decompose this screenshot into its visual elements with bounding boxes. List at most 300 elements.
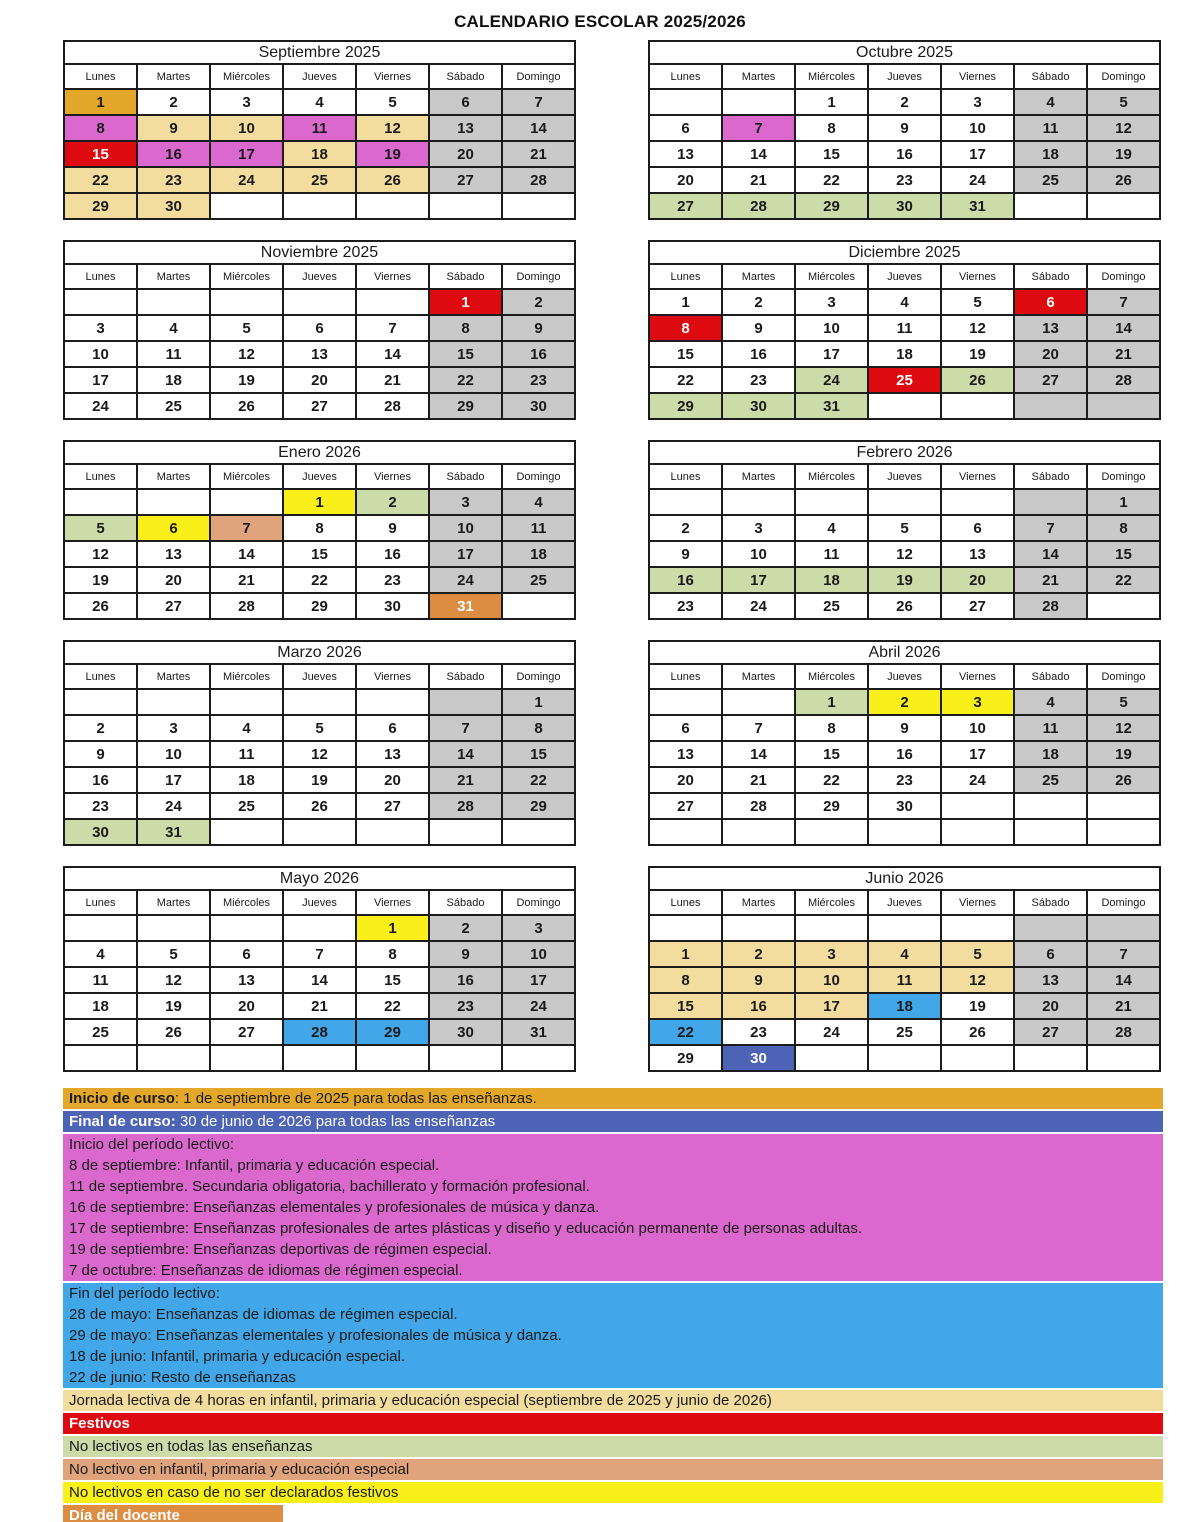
weekday-header: Sábado	[429, 890, 502, 915]
day-cell: 14	[502, 115, 575, 141]
day-cell: 23	[722, 1019, 795, 1045]
month-title: Octubre 2025	[649, 41, 1160, 64]
day-cell: 26	[210, 393, 283, 419]
day-cell: 7	[283, 941, 356, 967]
day-cell: 1	[283, 489, 356, 515]
day-cell: 22	[795, 167, 868, 193]
day-cell: 17	[941, 741, 1014, 767]
day-cell: 16	[722, 341, 795, 367]
day-cell: 3	[137, 715, 210, 741]
day-cell: 29	[795, 793, 868, 819]
day-cell: 21	[429, 767, 502, 793]
day-cell: 25	[137, 393, 210, 419]
legend-block-indigo	[63, 1111, 1163, 1132]
day-cell: 15	[795, 141, 868, 167]
weekday-header: Viernes	[356, 64, 429, 89]
day-cell: 31	[429, 593, 502, 619]
day-cell: 1	[429, 289, 502, 315]
day-cell: 4	[210, 715, 283, 741]
weekday-header: Viernes	[941, 890, 1014, 915]
month-title: Noviembre 2025	[64, 241, 575, 264]
empty-cell	[137, 689, 210, 715]
empty-cell	[1087, 193, 1160, 219]
day-cell: 13	[649, 741, 722, 767]
day-cell: 4	[795, 515, 868, 541]
empty-cell	[722, 689, 795, 715]
day-cell: 30	[137, 193, 210, 219]
day-cell: 13	[649, 141, 722, 167]
day-cell: 28	[429, 793, 502, 819]
day-cell: 4	[1014, 689, 1087, 715]
weekday-header: Lunes	[649, 264, 722, 289]
weekday-header: Viernes	[941, 664, 1014, 689]
day-cell: 22	[649, 1019, 722, 1045]
day-cell: 8	[64, 115, 137, 141]
empty-cell	[1014, 793, 1087, 819]
day-cell: 2	[429, 915, 502, 941]
empty-cell	[868, 393, 941, 419]
day-cell: 3	[429, 489, 502, 515]
day-cell: 2	[649, 515, 722, 541]
day-cell: 16	[137, 141, 210, 167]
day-cell: 15	[283, 541, 356, 567]
day-cell: 14	[429, 741, 502, 767]
weekday-header: Miércoles	[210, 464, 283, 489]
month-title: Febrero 2026	[649, 441, 1160, 464]
day-cell: 19	[137, 993, 210, 1019]
weekday-header: Sábado	[1014, 664, 1087, 689]
day-cell: 11	[868, 315, 941, 341]
weekday-header: Viernes	[941, 264, 1014, 289]
day-cell: 18	[868, 993, 941, 1019]
day-cell: 20	[941, 567, 1014, 593]
day-cell: 1	[649, 289, 722, 315]
empty-cell	[283, 819, 356, 845]
empty-cell	[1087, 393, 1160, 419]
empty-cell	[64, 1045, 137, 1071]
day-cell: 8	[1087, 515, 1160, 541]
day-cell: 29	[502, 793, 575, 819]
empty-cell	[210, 289, 283, 315]
empty-cell	[1087, 793, 1160, 819]
legend-line: Final de curso: 30 de junio de 2026 para todas las enseñanzas	[69, 1113, 496, 1130]
day-cell: 21	[502, 141, 575, 167]
day-cell: 12	[137, 967, 210, 993]
day-cell: 13	[1014, 315, 1087, 341]
month-title: Enero 2026	[64, 441, 575, 464]
day-cell: 10	[795, 315, 868, 341]
day-cell: 13	[137, 541, 210, 567]
day-cell: 23	[868, 167, 941, 193]
day-cell: 14	[1014, 541, 1087, 567]
day-cell: 4	[137, 315, 210, 341]
day-cell: 13	[210, 967, 283, 993]
day-cell: 24	[502, 993, 575, 1019]
day-cell: 18	[1014, 741, 1087, 767]
day-cell: 28	[502, 167, 575, 193]
day-cell: 24	[941, 767, 1014, 793]
day-cell: 11	[868, 967, 941, 993]
empty-cell	[502, 1045, 575, 1071]
weekday-header: Domingo	[502, 264, 575, 289]
empty-cell	[1014, 489, 1087, 515]
day-cell: 8	[795, 115, 868, 141]
weekday-header: Martes	[137, 264, 210, 289]
day-cell: 28	[210, 593, 283, 619]
month-table-diciembre-2025	[648, 240, 1161, 420]
legend-block-lightblue	[63, 1283, 1163, 1388]
day-cell: 4	[283, 89, 356, 115]
day-cell: 8	[429, 315, 502, 341]
day-cell: 2	[722, 289, 795, 315]
day-cell: 6	[210, 941, 283, 967]
day-cell: 5	[1087, 89, 1160, 115]
day-cell: 19	[283, 767, 356, 793]
day-cell: 20	[137, 567, 210, 593]
day-cell: 1	[795, 89, 868, 115]
empty-cell	[722, 489, 795, 515]
day-cell: 22	[795, 767, 868, 793]
empty-cell	[941, 393, 1014, 419]
day-cell: 11	[137, 341, 210, 367]
day-cell: 8	[649, 967, 722, 993]
day-cell: 24	[210, 167, 283, 193]
day-cell: 2	[868, 89, 941, 115]
day-cell: 28	[722, 793, 795, 819]
legend-line: 19 de septiembre: Enseñanzas deportivas de régimen especial.	[69, 1241, 492, 1258]
empty-cell	[283, 689, 356, 715]
day-cell: 6	[941, 515, 1014, 541]
day-cell: 25	[1014, 767, 1087, 793]
day-cell: 4	[502, 489, 575, 515]
legend-block-orange	[63, 1505, 283, 1522]
day-cell: 10	[941, 715, 1014, 741]
weekday-header: Jueves	[868, 890, 941, 915]
day-cell: 24	[795, 1019, 868, 1045]
day-cell: 25	[64, 1019, 137, 1045]
day-cell: 29	[356, 1019, 429, 1045]
day-cell: 10	[722, 541, 795, 567]
day-cell: 2	[868, 689, 941, 715]
day-cell: 16	[429, 967, 502, 993]
legend-line: Inicio de curso: 1 de septiembre de 2025 para todas las enseñanzas.	[69, 1090, 537, 1107]
weekday-header: Jueves	[868, 464, 941, 489]
day-cell: 6	[1014, 289, 1087, 315]
day-cell: 9	[137, 115, 210, 141]
day-cell: 26	[941, 1019, 1014, 1045]
day-cell: 2	[356, 489, 429, 515]
day-cell: 23	[722, 367, 795, 393]
day-cell: 23	[356, 567, 429, 593]
legend-line: 29 de mayo: Enseñanzas elementales y profesionales de música y danza.	[69, 1327, 562, 1344]
day-cell: 19	[941, 993, 1014, 1019]
day-cell: 30	[429, 1019, 502, 1045]
day-cell: 27	[1014, 1019, 1087, 1045]
day-cell: 27	[283, 393, 356, 419]
empty-cell	[210, 689, 283, 715]
day-cell: 24	[137, 793, 210, 819]
weekday-header: Martes	[137, 464, 210, 489]
legend-line: 17 de septiembre: Enseñanzas profesionales de artes plásticas y diseño y educación permanente de personas adultas.	[69, 1220, 862, 1237]
empty-cell	[64, 689, 137, 715]
day-cell: 21	[1087, 993, 1160, 1019]
empty-cell	[868, 1045, 941, 1071]
month-title: Septiembre 2025	[64, 41, 575, 64]
day-cell: 31	[137, 819, 210, 845]
day-cell: 3	[941, 689, 1014, 715]
weekday-header: Lunes	[64, 264, 137, 289]
day-cell: 28	[1087, 367, 1160, 393]
day-cell: 30	[868, 793, 941, 819]
day-cell: 2	[64, 715, 137, 741]
weekday-header: Miércoles	[795, 264, 868, 289]
day-cell: 30	[868, 193, 941, 219]
month-table-septiembre-2025	[63, 40, 576, 220]
months-grid	[63, 40, 1161, 1072]
day-cell: 15	[356, 967, 429, 993]
empty-cell	[1087, 915, 1160, 941]
day-cell: 9	[722, 315, 795, 341]
day-cell: 13	[283, 341, 356, 367]
legend-block-gold	[63, 1088, 1163, 1109]
empty-cell	[429, 689, 502, 715]
month-title: Junio 2026	[649, 867, 1160, 890]
day-cell: 9	[722, 967, 795, 993]
day-cell: 9	[429, 941, 502, 967]
day-cell: 25	[868, 367, 941, 393]
day-cell: 16	[64, 767, 137, 793]
weekday-header: Domingo	[1087, 464, 1160, 489]
month-title: Abril 2026	[649, 641, 1160, 664]
day-cell: 16	[868, 141, 941, 167]
day-cell: 5	[283, 715, 356, 741]
month-title: Diciembre 2025	[649, 241, 1160, 264]
weekday-header: Sábado	[1014, 890, 1087, 915]
day-cell: 12	[283, 741, 356, 767]
day-cell: 5	[137, 941, 210, 967]
month-table-mayo-2026	[63, 866, 576, 1072]
day-cell: 20	[356, 767, 429, 793]
day-cell: 23	[137, 167, 210, 193]
empty-cell	[64, 289, 137, 315]
weekday-header: Miércoles	[210, 664, 283, 689]
day-cell: 7	[502, 89, 575, 115]
day-cell: 18	[283, 141, 356, 167]
day-cell: 27	[649, 793, 722, 819]
weekday-header: Martes	[722, 890, 795, 915]
day-cell: 21	[283, 993, 356, 1019]
empty-cell	[941, 1045, 1014, 1071]
day-cell: 12	[941, 967, 1014, 993]
empty-cell	[941, 793, 1014, 819]
weekday-header: Miércoles	[795, 664, 868, 689]
day-cell: 8	[795, 715, 868, 741]
day-cell: 17	[795, 341, 868, 367]
day-cell: 12	[868, 541, 941, 567]
weekday-header: Domingo	[1087, 64, 1160, 89]
empty-cell	[722, 915, 795, 941]
weekday-header: Sábado	[429, 464, 502, 489]
empty-cell	[356, 193, 429, 219]
empty-cell	[137, 289, 210, 315]
day-cell: 26	[356, 167, 429, 193]
empty-cell	[649, 489, 722, 515]
day-cell: 29	[429, 393, 502, 419]
day-cell: 29	[795, 193, 868, 219]
day-cell: 1	[64, 89, 137, 115]
empty-cell	[210, 1045, 283, 1071]
legend-block-tan	[63, 1390, 1163, 1411]
legend-line: Inicio del período lectivo:	[69, 1136, 235, 1153]
weekday-header: Viernes	[356, 664, 429, 689]
weekday-header: Jueves	[283, 664, 356, 689]
day-cell: 30	[64, 819, 137, 845]
legend-line: No lectivos en caso de no ser declarados festivos	[69, 1484, 399, 1501]
day-cell: 19	[1087, 741, 1160, 767]
day-cell: 18	[1014, 141, 1087, 167]
month-title: Marzo 2026	[64, 641, 575, 664]
day-cell: 24	[941, 167, 1014, 193]
weekday-header: Jueves	[283, 264, 356, 289]
day-cell: 17	[941, 141, 1014, 167]
day-cell: 12	[356, 115, 429, 141]
empty-cell	[1087, 593, 1160, 619]
day-cell: 3	[722, 515, 795, 541]
day-cell: 1	[795, 689, 868, 715]
day-cell: 6	[649, 715, 722, 741]
empty-cell	[356, 819, 429, 845]
month-table-octubre-2025	[648, 40, 1161, 220]
day-cell: 8	[283, 515, 356, 541]
day-cell: 22	[356, 993, 429, 1019]
day-cell: 14	[356, 341, 429, 367]
day-cell: 21	[1014, 567, 1087, 593]
month-table-febrero-2026	[648, 440, 1161, 620]
day-cell: 9	[502, 315, 575, 341]
day-cell: 20	[283, 367, 356, 393]
day-cell: 6	[429, 89, 502, 115]
day-cell: 26	[137, 1019, 210, 1045]
weekday-header: Jueves	[283, 890, 356, 915]
day-cell: 15	[64, 141, 137, 167]
empty-cell	[210, 489, 283, 515]
day-cell: 1	[502, 689, 575, 715]
day-cell: 7	[722, 115, 795, 141]
empty-cell	[283, 289, 356, 315]
legend-line: 22 de junio: Resto de enseñanzas	[69, 1369, 296, 1386]
day-cell: 26	[64, 593, 137, 619]
day-cell: 10	[210, 115, 283, 141]
empty-cell	[356, 289, 429, 315]
day-cell: 23	[649, 593, 722, 619]
weekday-header: Martes	[722, 664, 795, 689]
day-cell: 25	[1014, 167, 1087, 193]
day-cell: 20	[210, 993, 283, 1019]
weekday-header: Viernes	[356, 464, 429, 489]
day-cell: 11	[1014, 715, 1087, 741]
legend-line: No lectivos en todas las enseñanzas	[69, 1438, 313, 1455]
day-cell: 11	[502, 515, 575, 541]
empty-cell	[1014, 819, 1087, 845]
weekday-header: Martes	[722, 264, 795, 289]
weekday-header: Sábado	[429, 664, 502, 689]
day-cell: 29	[649, 1045, 722, 1071]
day-cell: 14	[210, 541, 283, 567]
day-cell: 15	[795, 741, 868, 767]
day-cell: 7	[429, 715, 502, 741]
day-cell: 6	[1014, 941, 1087, 967]
legend-line: 28 de mayo: Enseñanzas de idiomas de régimen especial.	[69, 1306, 458, 1323]
month-table-abril-2026	[648, 640, 1161, 846]
day-cell: 12	[1087, 115, 1160, 141]
day-cell: 1	[649, 941, 722, 967]
empty-cell	[502, 193, 575, 219]
day-cell: 20	[649, 167, 722, 193]
day-cell: 12	[941, 315, 1014, 341]
weekday-header: Martes	[722, 64, 795, 89]
weekday-header: Miércoles	[210, 264, 283, 289]
day-cell: 28	[722, 193, 795, 219]
day-cell: 20	[1014, 341, 1087, 367]
day-cell: 21	[722, 167, 795, 193]
empty-cell	[1087, 1045, 1160, 1071]
day-cell: 28	[1087, 1019, 1160, 1045]
empty-cell	[356, 689, 429, 715]
day-cell: 18	[210, 767, 283, 793]
day-cell: 11	[795, 541, 868, 567]
day-cell: 3	[64, 315, 137, 341]
day-cell: 6	[356, 715, 429, 741]
day-cell: 2	[722, 941, 795, 967]
day-cell: 24	[429, 567, 502, 593]
day-cell: 30	[502, 393, 575, 419]
day-cell: 26	[1087, 167, 1160, 193]
day-cell: 4	[868, 941, 941, 967]
day-cell: 20	[649, 767, 722, 793]
day-cell: 19	[1087, 141, 1160, 167]
day-cell: 25	[795, 593, 868, 619]
empty-cell	[210, 193, 283, 219]
day-cell: 9	[649, 541, 722, 567]
day-cell: 14	[283, 967, 356, 993]
empty-cell	[429, 193, 502, 219]
weekday-header: Domingo	[502, 464, 575, 489]
day-cell: 29	[64, 193, 137, 219]
day-cell: 30	[356, 593, 429, 619]
day-cell: 22	[283, 567, 356, 593]
weekday-header: Lunes	[64, 64, 137, 89]
day-cell: 12	[1087, 715, 1160, 741]
day-cell: 4	[868, 289, 941, 315]
day-cell: 12	[210, 341, 283, 367]
day-cell: 8	[356, 941, 429, 967]
day-cell: 10	[137, 741, 210, 767]
empty-cell	[868, 819, 941, 845]
day-cell: 13	[941, 541, 1014, 567]
weekday-header: Jueves	[868, 664, 941, 689]
empty-cell	[502, 593, 575, 619]
weekday-header: Sábado	[1014, 464, 1087, 489]
day-cell: 3	[210, 89, 283, 115]
empty-cell	[1014, 193, 1087, 219]
day-cell: 5	[64, 515, 137, 541]
legend-line: 18 de junio: Infantil, primaria y educación especial.	[69, 1348, 406, 1365]
legend-line: No lectivo en infantil, primaria y educación especial	[69, 1461, 410, 1478]
weekday-header: Miércoles	[210, 64, 283, 89]
legend-line: Festivos	[69, 1415, 130, 1432]
empty-cell	[795, 819, 868, 845]
day-cell: 16	[868, 741, 941, 767]
